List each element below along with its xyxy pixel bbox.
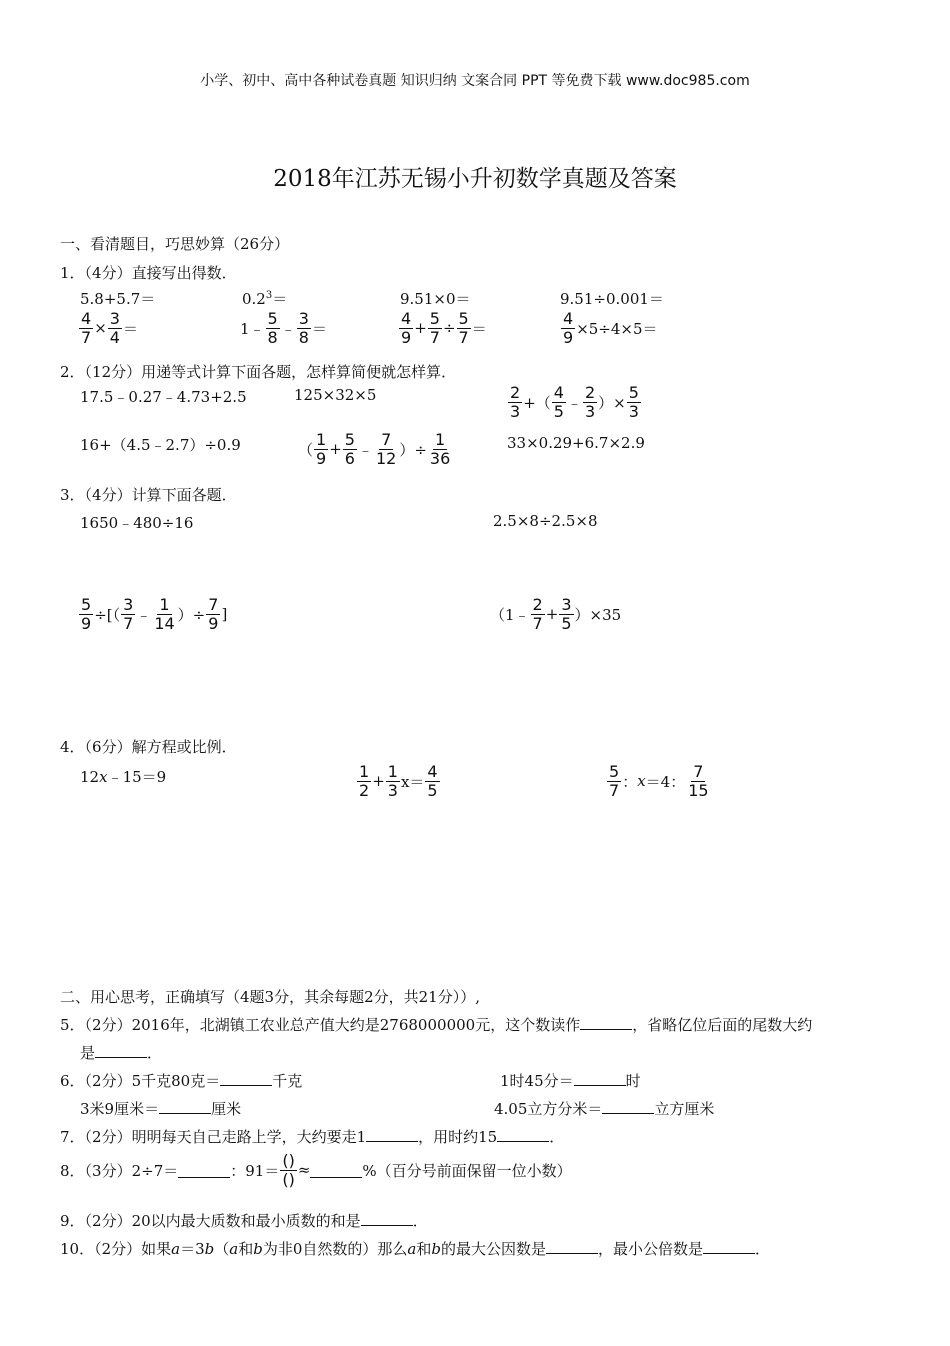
fraction: $\frac{7}{9}$ [208, 595, 219, 633]
fraction: $\frac{4}{5}$ [553, 383, 564, 421]
answer-blank [366, 1127, 418, 1142]
fraction: $\frac{4}{9}$ [563, 309, 574, 347]
answer-blank [703, 1239, 755, 1254]
q2-label: 2．（12分）用递等式计算下面各题，怎样算简便就怎样算． [60, 363, 457, 381]
fraction: $\frac{2}{7}$ [532, 595, 543, 633]
q2-c: $\frac{2}{3}$ +（ $\frac{4}{5}$ ﹣ $\frac{2}{3}$ ）× $\frac{5}{3}$ [510, 383, 639, 421]
fraction: $\frac{4}{7}$ [81, 309, 92, 347]
fraction: $\frac{5}{7}$ [429, 309, 440, 347]
answer-blank [220, 1071, 272, 1086]
q1-c: 9.51×0＝ [400, 290, 471, 308]
q7: 7．（2分）明明每天自己走路上学，大约要走1 ，用时约15 ． [60, 1128, 565, 1146]
q5-line2: 是 ． [80, 1044, 163, 1062]
fraction: $\frac{4}{9}$ [401, 309, 412, 347]
fraction: $\frac{7}{15}$ [688, 762, 709, 800]
q4-c: $\frac{5}{7}$ ： x ＝4： $\frac{7}{15}$ [609, 762, 709, 800]
fraction: $\frac{2}{3}$ [584, 383, 596, 421]
fraction: $\frac{5}{6}$ [344, 430, 355, 468]
q9: 9．（2分）20以内最大质数和最小质数的和是 ． [60, 1212, 428, 1230]
q2-d: 16+（4.5﹣2.7）÷0.9 [80, 436, 241, 454]
q2-f: 33×0.29+6.7×2.9 [507, 434, 645, 452]
q6-c: 3米9厘米＝ 厘米 [80, 1100, 242, 1118]
q4-a: 12x﹣15＝9 [80, 768, 167, 786]
q4-b: $\frac{1}{2}$ + $\frac{1}{3}$ x＝ $\frac{4}{5}$ [359, 762, 438, 800]
answer-blank [159, 1099, 211, 1114]
q2-a: 17.5﹣0.27﹣4.73+2.5 [80, 388, 247, 406]
q8: 8．（3分）2÷7＝ ：91＝ $\frac{()}{()}$ ≈ %（百分号前面保留一位小数） [60, 1151, 572, 1189]
fraction: $\frac{5}{3}$ [628, 383, 639, 421]
answer-blank [361, 1211, 413, 1226]
q1-a: 5.8+5.7＝ [80, 290, 156, 308]
q1-e: $\frac{4}{7}$ × $\frac{3}{4}$ ＝ [81, 309, 138, 347]
answer-blank [602, 1099, 654, 1114]
q3-label: 3．（4分）计算下面各题． [60, 486, 237, 504]
q2-b: 125×32×5 [294, 386, 377, 404]
fraction: $\frac{1}{2}$ [359, 762, 370, 800]
answer-blank [310, 1163, 362, 1178]
q6-b: 1时45分＝ 时 [500, 1072, 641, 1090]
fraction: $\frac{1}{9}$ [316, 430, 327, 468]
q5-line1: 5．（2分）2016年，北湖镇工农业总产值大约是2768000000元，这个数读作 ，省略亿位后面的尾数大约 [60, 1016, 813, 1034]
section-1-heading: 一、看清题目，巧思妙算（26分） [60, 235, 290, 253]
fraction: $\frac{5}{9}$ [81, 595, 92, 633]
fraction: $\frac{5}{7}$ [458, 309, 469, 347]
q1-g: $\frac{4}{9}$ + $\frac{5}{7}$ ÷ $\frac{5}{7}$ ＝ [401, 309, 487, 347]
answer-blank [574, 1071, 626, 1086]
q3-b: 2.5×8÷2.5×8 [493, 512, 598, 530]
q10: 10．（2分）如果a＝3b（a和b为非0自然数的）那么a和b的最大公因数是 ，最小公倍数是 ． [60, 1240, 771, 1258]
fraction: $\frac{()}{()}$ [282, 1151, 295, 1189]
q1-f: 1﹣ $\frac{5}{8}$ ﹣ $\frac{3}{8}$ ＝ [240, 309, 327, 347]
q6-a: 6．（2分）5千克80克＝ 千克 [60, 1072, 303, 1090]
fraction: $\frac{5}{7}$ [609, 762, 620, 800]
fraction: $\frac{1}{14}$ [154, 595, 175, 633]
fraction: $\frac{5}{8}$ [267, 309, 278, 347]
q3-d: （1﹣ $\frac{2}{7}$ + $\frac{3}{5}$ ）×35 [490, 595, 622, 633]
fraction: $\frac{7}{12}$ [375, 430, 397, 468]
fraction: $\frac{4}{5}$ [427, 762, 438, 800]
page-banner: 小学、初中、高中各种试卷真题 知识归纳 文案合同 PPT 等免费下载 www.doc985.com [200, 73, 750, 89]
fraction: $\frac{3}{5}$ [561, 595, 572, 633]
section-2-heading: 二、用心思考，正确填写（4题3分，其余每题2分，共21分））, [60, 988, 480, 1006]
q1-d: 9.51÷0.001＝ [560, 290, 664, 308]
fraction: $\frac{1}{3}$ [387, 762, 398, 800]
q6-d: 4.05立方分米＝ 立方厘米 [494, 1100, 715, 1118]
q4-label: 4．（6分）解方程或比例． [60, 738, 237, 756]
fraction: $\frac{2}{3}$ [510, 383, 521, 421]
answer-blank [580, 1015, 632, 1030]
fraction: $\frac{3}{8}$ [298, 309, 309, 347]
q1-b: $0.2^3=$ [242, 290, 288, 308]
q2-e: （ $\frac{1}{9}$ + $\frac{5}{6}$ ﹣ $\frac{7}{12}$ ）÷ $\frac{1}{36}$ [298, 430, 451, 468]
fraction: $\frac{3}{4}$ [109, 309, 120, 347]
q1-h: $\frac{4}{9}$ ×5÷4×5＝ [563, 309, 658, 347]
q3-a: 1650﹣480÷16 [80, 514, 194, 532]
fraction: $\frac{1}{36}$ [429, 430, 451, 468]
q3-c: $\frac{5}{9}$ ÷[（ $\frac{3}{7}$ ﹣ $\frac{1}{14}$ ）÷ $\frac{7}{9}$ ] [81, 595, 228, 633]
answer-blank [178, 1163, 230, 1178]
q1-label: 1．（4分）直接写出得数． [60, 264, 237, 282]
fraction: $\frac{3}{7}$ [123, 595, 134, 633]
answer-blank [95, 1043, 147, 1058]
answer-blank [546, 1239, 598, 1254]
page-title: 2018年江苏无锡小升初数学真题及答案 [273, 166, 677, 192]
answer-blank [497, 1127, 549, 1142]
